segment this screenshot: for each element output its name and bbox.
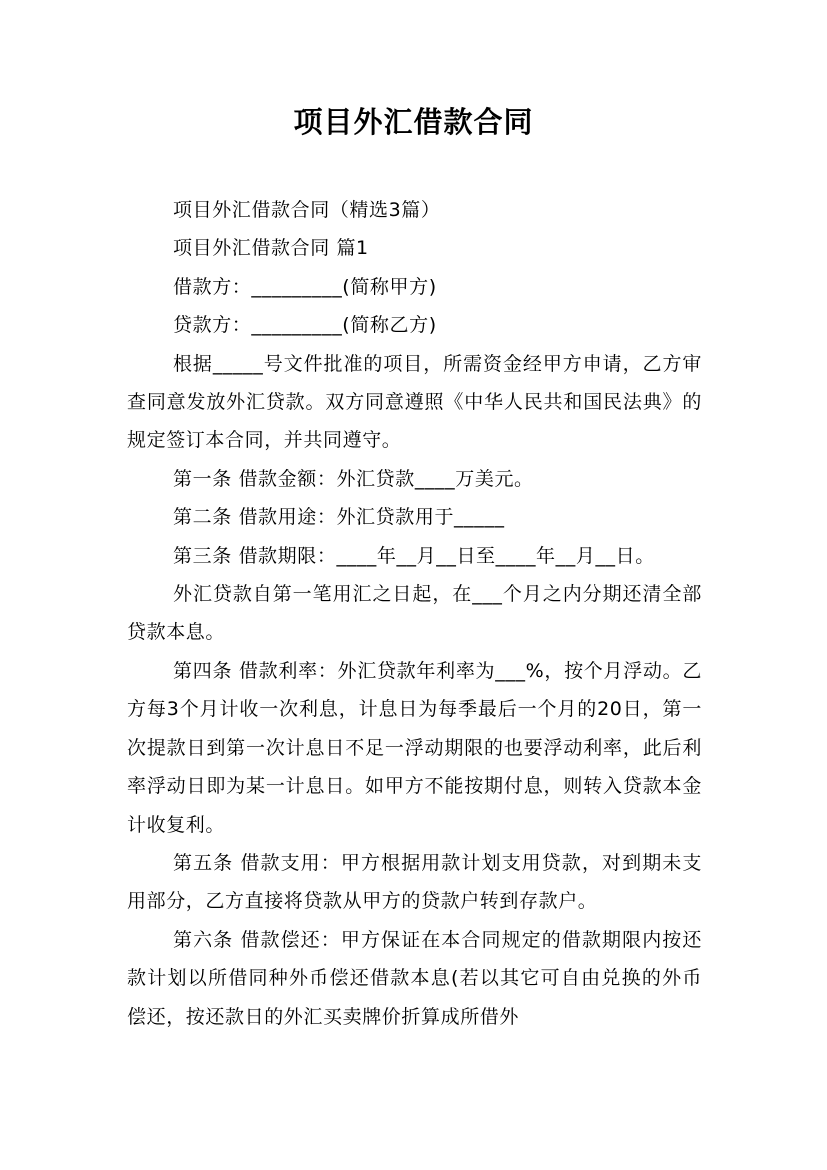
- paragraph-preamble: 根据_____号文件批准的项目，所需资金经甲方申请，乙方审查同意发放外汇贷款。双方同意遵照《中华人民共和国民法典》的规定签订本合同，并共同遵守。: [127, 352, 702, 452]
- paragraph-borrower: 借款方：_________(简称甲方): [173, 275, 437, 298]
- paragraph-article-6: 第六条 借款偿还：甲方保证在本合同规定的借款期限内按还款计划以所借同种外币偿还借款本息(若以其它可自由兑换的外币偿还，按还款日的外汇买卖牌价折算成所借外: [127, 928, 702, 1028]
- document-body: [127, 191, 702, 1036]
- paragraph-subtitle: 项目外汇借款合同（精选3篇）: [173, 199, 441, 221]
- document-title: 项目外汇借款合同: [293, 105, 534, 139]
- paragraph-lender: 贷款方：_________(简称乙方): [173, 314, 437, 337]
- paragraph-article-5: 第五条 借款支用：甲方根据用款计划支用贷款，对到期未支用部分，乙方直接将贷款从甲方的贷款户转到存款户。: [127, 851, 702, 913]
- paragraph-section-heading: 项目外汇借款合同 篇1: [173, 237, 369, 260]
- paragraph-article-3: 第三条 借款期限：____年__月__日至____年__月__日。: [173, 544, 655, 567]
- paragraph-repayment-period: 外汇贷款自第一笔用汇之日起，在___个月之内分期还清全部贷款本息。: [127, 583, 702, 644]
- paragraph-article-4: 第四条 借款利率：外汇贷款年利率为___%，按个月浮动。乙方每3个月计收一次利息，计息日为每季最后一个月的20日，第一次提款日到第一次计息日不足一浮动期限的也要浮动利率，此后利率浮动日即为某一计息日。如甲方不能按期付息，则转入贷款本金计收复利。: [127, 659, 702, 836]
- paragraph-article-1: 第一条 借款金额：外汇贷款____万美元。: [173, 467, 534, 490]
- paragraph-article-2: 第二条 借款用途：外汇贷款用于_____: [173, 506, 505, 529]
